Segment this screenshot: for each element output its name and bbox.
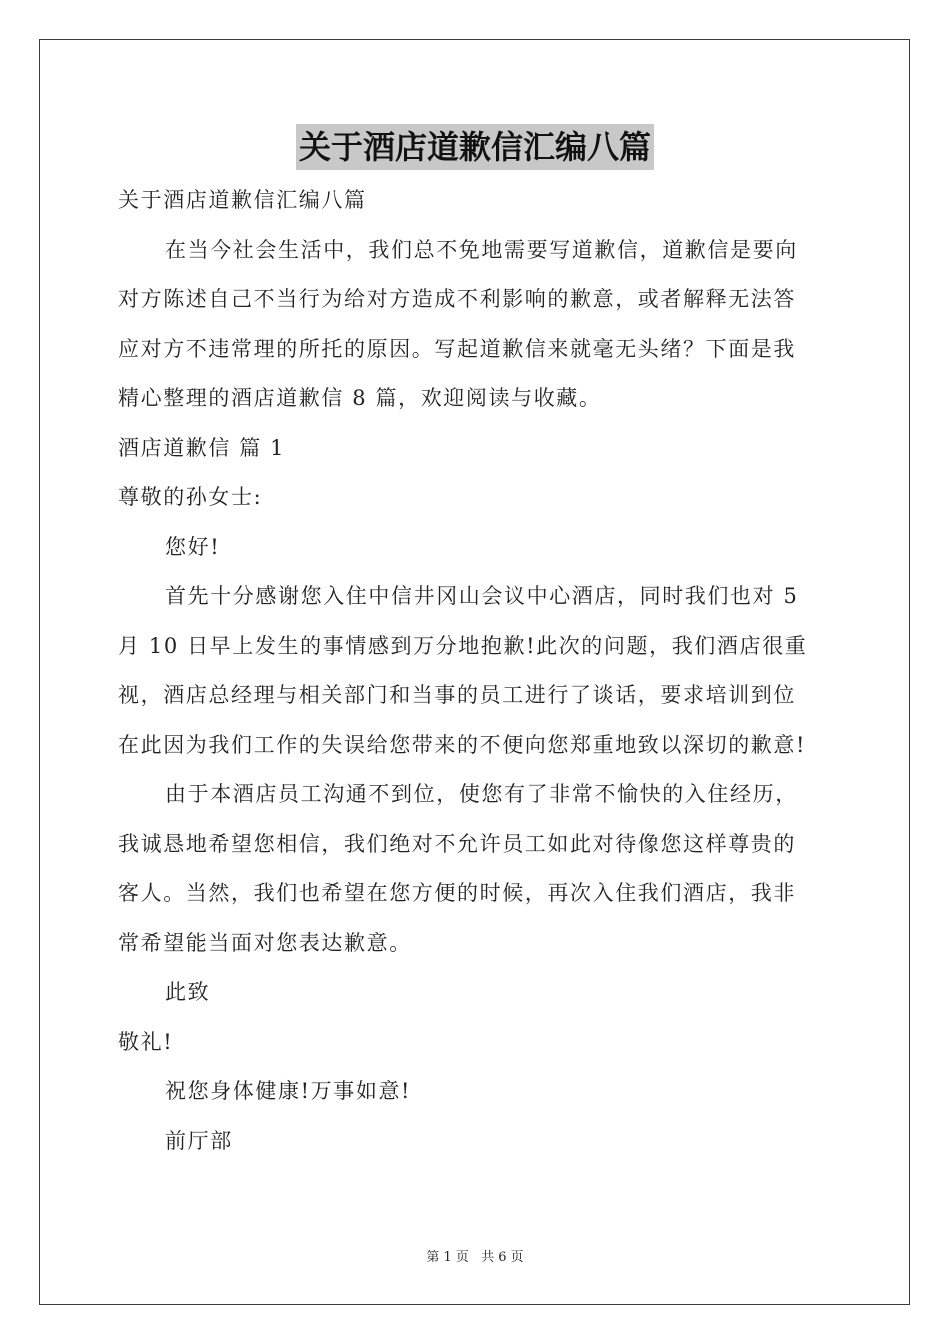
signature: 前厅部 <box>165 1128 233 1153</box>
wish-line: 祝您身体健康!万事如意! <box>165 1079 412 1103</box>
page-number-current: 第 1 页 <box>426 1250 469 1265</box>
title-container <box>0 124 950 170</box>
document-title: 关于酒店道歉信汇编八篇 <box>296 124 654 170</box>
intro-line: 对方陈述自己不当行为给对方造成不利影响的歉意，或者解释无法答 <box>118 287 796 311</box>
paragraph2-line: 由于本酒店员工沟通不到位，使您有了非常不愉快的入住经历， <box>165 782 798 806</box>
document-body <box>118 178 838 1168</box>
closing-salute: 敬礼! <box>118 1029 174 1054</box>
paragraph2-line: 客人。当然，我们也希望在您方便的时候，再次入住我们酒店，我非 <box>118 881 796 905</box>
paragraph1-line: 月 10 日早上发生的事情感到万分地抱歉!此次的问题，我们酒店很重 <box>118 633 808 658</box>
section-heading: 酒店道歉信 篇 1 <box>118 435 286 460</box>
page-footer <box>0 1246 950 1265</box>
paragraph1-line: 首先十分感谢您入住中信井冈山会议中心酒店，同时我们也对 5 <box>165 584 799 608</box>
salutation: 尊敬的孙女士: <box>118 485 263 509</box>
intro-line: 精心整理的酒店道歉信 8 篇，欢迎阅读与收藏。 <box>118 386 602 410</box>
closing-line: 此致 <box>165 980 211 1004</box>
paragraph1-line: 视，酒店总经理与相关部门和当事的员工进行了谈话，要求培训到位 <box>118 683 796 707</box>
paragraph2-line: 常希望能当面对您表达歉意。 <box>118 930 412 955</box>
intro-line: 应对方不违常理的所托的原因。写起道歉信来就毫无头绪？下面是我 <box>118 336 796 361</box>
document-subtitle: 关于酒店道歉信汇编八篇 <box>118 188 367 212</box>
paragraph1-line: 在此因为我们工作的失误给您带来的不便向您郑重地致以深切的歉意! <box>118 732 807 757</box>
page-number-total: 共 6 页 <box>481 1250 524 1265</box>
intro-line: 在当今社会生活中，我们总不免地需要写道歉信，道歉信是要向 <box>165 237 798 262</box>
greeting: 您好! <box>165 534 221 559</box>
paragraph2-line: 我诚恳地希望您相信，我们绝对不允许员工如此对待像您这样尊贵的 <box>118 831 796 856</box>
